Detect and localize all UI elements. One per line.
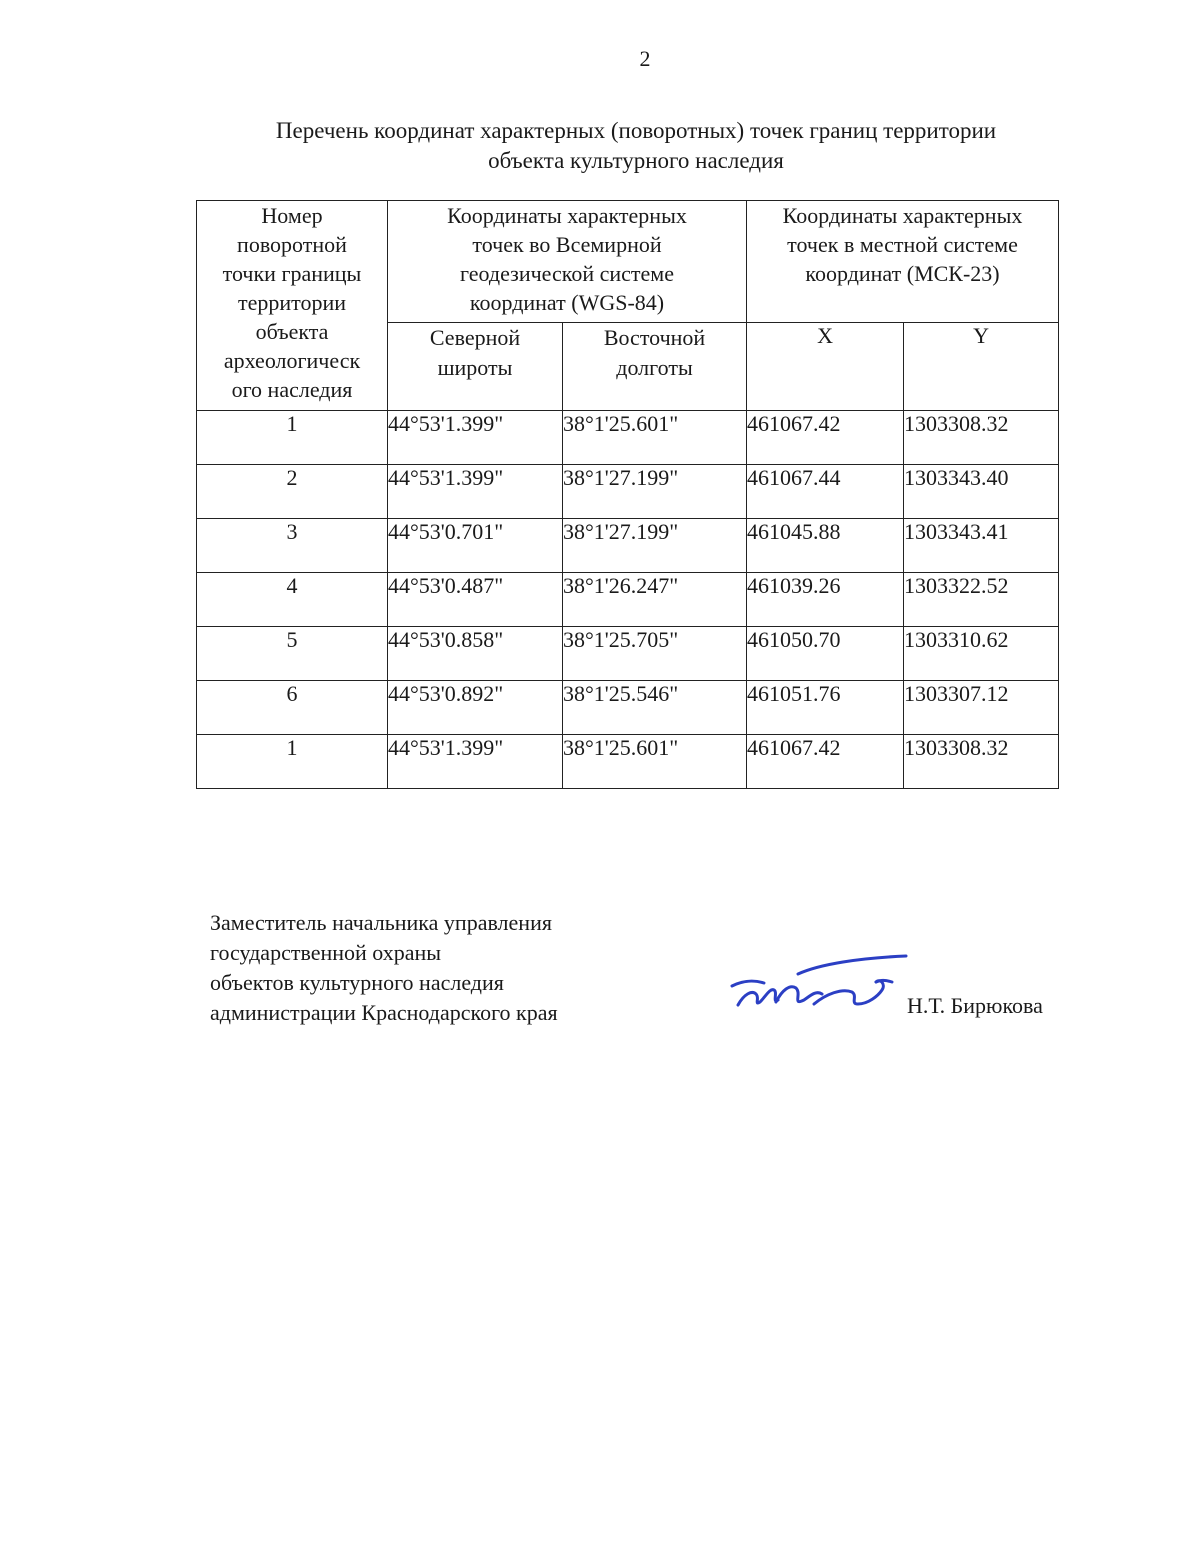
- header-north-latitude: [388, 323, 563, 411]
- cell-x: 461067.44: [747, 465, 904, 519]
- cell-y: 1303343.40: [904, 465, 1059, 519]
- signer-name: Н.Т. Бирюкова: [907, 993, 1043, 1018]
- table-row: [197, 465, 1059, 519]
- cell-x: 461067.42: [747, 411, 904, 465]
- cell-latitude: 44°53'0.487": [388, 573, 563, 627]
- title-line-2: объекта культурного наследия: [488, 148, 784, 173]
- position-line: объектов культурного наследия: [210, 970, 504, 995]
- cell-point-number: 3: [197, 519, 388, 573]
- header-wgs84-line: геодезической системе: [460, 261, 674, 286]
- cell-point-number: 1: [197, 411, 388, 465]
- cell-y: 1303310.62: [904, 627, 1059, 681]
- header-north-line: широты: [437, 355, 513, 381]
- handwritten-signature: [730, 950, 915, 1025]
- header-msk23-line: точек в местной системе: [787, 232, 1018, 257]
- header-north-line: Северной: [429, 325, 521, 351]
- header-point-number-line: Номер: [261, 203, 323, 228]
- cell-latitude: 44°53'0.892": [388, 681, 563, 735]
- table-row: [197, 627, 1059, 681]
- coordinates-table: [196, 200, 1059, 789]
- header-east-longitude: [563, 323, 747, 411]
- table-row: [197, 411, 1059, 465]
- cell-latitude: 44°53'1.399": [388, 411, 563, 465]
- header-msk23: [747, 201, 1059, 323]
- cell-longitude: 38°1'27.199": [563, 519, 747, 573]
- cell-y: 1303322.52: [904, 573, 1059, 627]
- cell-y: 1303307.12: [904, 681, 1059, 735]
- cell-point-number: 1: [197, 735, 388, 789]
- title-line-1: Перечень координат характерных (поворотных) точек границ территории: [275, 118, 997, 143]
- cell-point-number: 5: [197, 627, 388, 681]
- cell-longitude: 38°1'25.705": [563, 627, 747, 681]
- position-line: администрации Краснодарского края: [210, 1000, 558, 1025]
- header-wgs84: [388, 201, 747, 323]
- header-wgs84-line: координат (WGS-84): [469, 290, 665, 315]
- header-msk23-line: координат (МСК-23): [805, 261, 1000, 286]
- cell-longitude: 38°1'25.546": [563, 681, 747, 735]
- header-point-number-line: точки границы: [222, 261, 362, 286]
- cell-longitude: 38°1'25.601": [563, 411, 747, 465]
- cell-point-number: 6: [197, 681, 388, 735]
- position-line: Заместитель начальника управления: [210, 910, 552, 935]
- page-number: 2: [639, 46, 651, 71]
- table-row: [197, 573, 1059, 627]
- table-row: [197, 519, 1059, 573]
- header-point-number-line: ого наследия: [231, 377, 353, 402]
- header-x: X: [747, 323, 904, 411]
- cell-latitude: 44°53'1.399": [388, 735, 563, 789]
- signatory-position: [210, 908, 558, 1028]
- cell-longitude: 38°1'26.247": [563, 573, 747, 627]
- cell-x: 461039.26: [747, 573, 904, 627]
- header-msk23-line: Координаты характерных: [782, 203, 1023, 228]
- header-east-line: Восточной: [603, 325, 706, 351]
- table-row: [197, 735, 1059, 789]
- header-wgs84-line: Координаты характерных: [447, 203, 687, 228]
- cell-longitude: 38°1'25.601": [563, 735, 747, 789]
- cell-longitude: 38°1'27.199": [563, 465, 747, 519]
- cell-x: 461051.76: [747, 681, 904, 735]
- header-point-number-line: территории: [237, 290, 347, 315]
- cell-y: 1303343.41: [904, 519, 1059, 573]
- cell-latitude: 44°53'0.701": [388, 519, 563, 573]
- table-row: [197, 681, 1059, 735]
- position-line: государственной охраны: [210, 940, 442, 965]
- cell-y: 1303308.32: [904, 735, 1059, 789]
- cell-latitude: 44°53'0.858": [388, 627, 563, 681]
- header-point-number-line: археологическ: [223, 348, 361, 373]
- document-title: [200, 116, 1072, 176]
- header-point-number-line: объекта: [255, 319, 329, 344]
- cell-x: 461050.70: [747, 627, 904, 681]
- cell-point-number: 4: [197, 573, 388, 627]
- cell-x: 461067.42: [747, 735, 904, 789]
- cell-latitude: 44°53'1.399": [388, 465, 563, 519]
- header-wgs84-line: точек во Всемирной: [472, 232, 662, 257]
- header-east-line: долготы: [616, 355, 693, 381]
- cell-x: 461045.88: [747, 519, 904, 573]
- cell-point-number: 2: [197, 465, 388, 519]
- header-point-number-line: поворотной: [237, 232, 347, 257]
- cell-y: 1303308.32: [904, 411, 1059, 465]
- header-y: Y: [904, 323, 1059, 411]
- header-point-number: [197, 201, 388, 411]
